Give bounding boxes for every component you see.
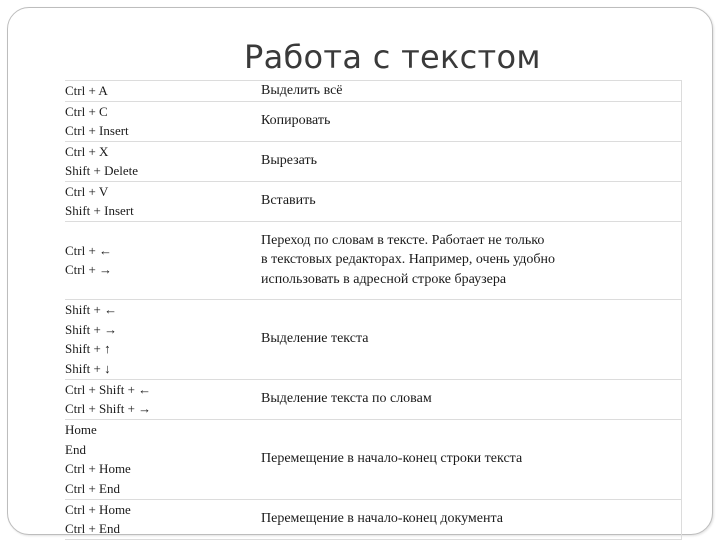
shortcut-keys-cell: [65, 221, 261, 299]
shortcut-description-cell: [261, 141, 681, 181]
shortcut-keys-cell: [65, 101, 261, 141]
shortcut-key: Shift + Delete: [65, 163, 139, 178]
shortcut-key: Shift + →: [65, 321, 118, 337]
shortcut-key: Ctrl + X: [65, 143, 109, 159]
shortcut-key: Ctrl + ←: [65, 242, 113, 258]
shortcut-description: Переход по словам в тексте. Работает не только в текстовых редакторах. Например, очень удобно использовать в адресной строке браузера: [261, 232, 556, 287]
table-row: [65, 221, 681, 299]
shortcut-description-cell: [261, 221, 681, 299]
shortcut-description: Копировать: [261, 113, 331, 129]
table-row: [65, 379, 681, 419]
shortcut-key: Shift + ↓: [65, 360, 111, 376]
shortcut-key: Shift + Insert: [65, 203, 134, 218]
shortcut-key: End: [65, 441, 86, 457]
table-row: [65, 299, 681, 379]
shortcut-key: Ctrl + V: [65, 183, 109, 199]
shortcut-key: Ctrl + Shift + →: [65, 401, 152, 416]
shortcut-key: Ctrl + →: [65, 262, 113, 277]
shortcut-keys-cell: [65, 299, 261, 379]
table-row: [65, 499, 681, 539]
shortcut-key: Ctrl + End: [65, 521, 120, 536]
shortcut-description: Перемещение в начало-конец документа: [261, 511, 503, 527]
table-row: [65, 81, 681, 102]
shortcut-keys-cell: [65, 379, 261, 419]
shortcuts-table: [65, 80, 682, 540]
shortcut-key: Ctrl + Home: [65, 461, 131, 476]
shortcut-description: Выделение текста по словам: [261, 391, 432, 407]
shortcut-description-cell: [261, 101, 681, 141]
shortcut-key: Ctrl + Shift + ←: [65, 381, 152, 397]
shortcut-key: Ctrl + C: [65, 103, 108, 119]
shortcut-keys-cell: [65, 499, 261, 539]
shortcut-keys-cell: [65, 141, 261, 181]
shortcut-description-cell: [261, 379, 681, 419]
slide-title: Работа с текстом: [244, 38, 541, 76]
shortcut-description: Вырезать: [261, 153, 318, 169]
shortcut-description: Выделить всё: [261, 83, 343, 98]
shortcut-key: Home: [65, 422, 97, 437]
shortcut-key: Ctrl + End: [65, 480, 120, 496]
shortcut-description-cell: [261, 299, 681, 379]
shortcut-description: Перемещение в начало-конец строки текста: [261, 451, 523, 467]
shortcut-description-cell: [261, 499, 681, 539]
shortcut-description-cell: [261, 181, 681, 221]
shortcut-description: Выделение текста: [261, 331, 369, 347]
shortcut-key: Ctrl + Home: [65, 501, 131, 517]
shortcut-keys-cell: [65, 419, 261, 499]
table-row: [65, 141, 681, 181]
table-row: [65, 101, 681, 141]
shortcut-key: Ctrl + Insert: [65, 123, 129, 138]
shortcut-key: Shift + ←: [65, 302, 118, 317]
shortcut-key: Ctrl + A: [65, 83, 108, 98]
shortcut-description-cell: [261, 81, 681, 102]
shortcut-description: Вставить: [261, 193, 316, 209]
shortcut-keys-cell: [65, 181, 261, 221]
table-row: [65, 419, 681, 499]
shortcut-keys-cell: [65, 81, 261, 102]
shortcut-description-cell: [261, 419, 681, 499]
shortcut-key: Shift + ↑: [65, 341, 111, 356]
slide: [7, 7, 713, 535]
table-row: [65, 181, 681, 221]
